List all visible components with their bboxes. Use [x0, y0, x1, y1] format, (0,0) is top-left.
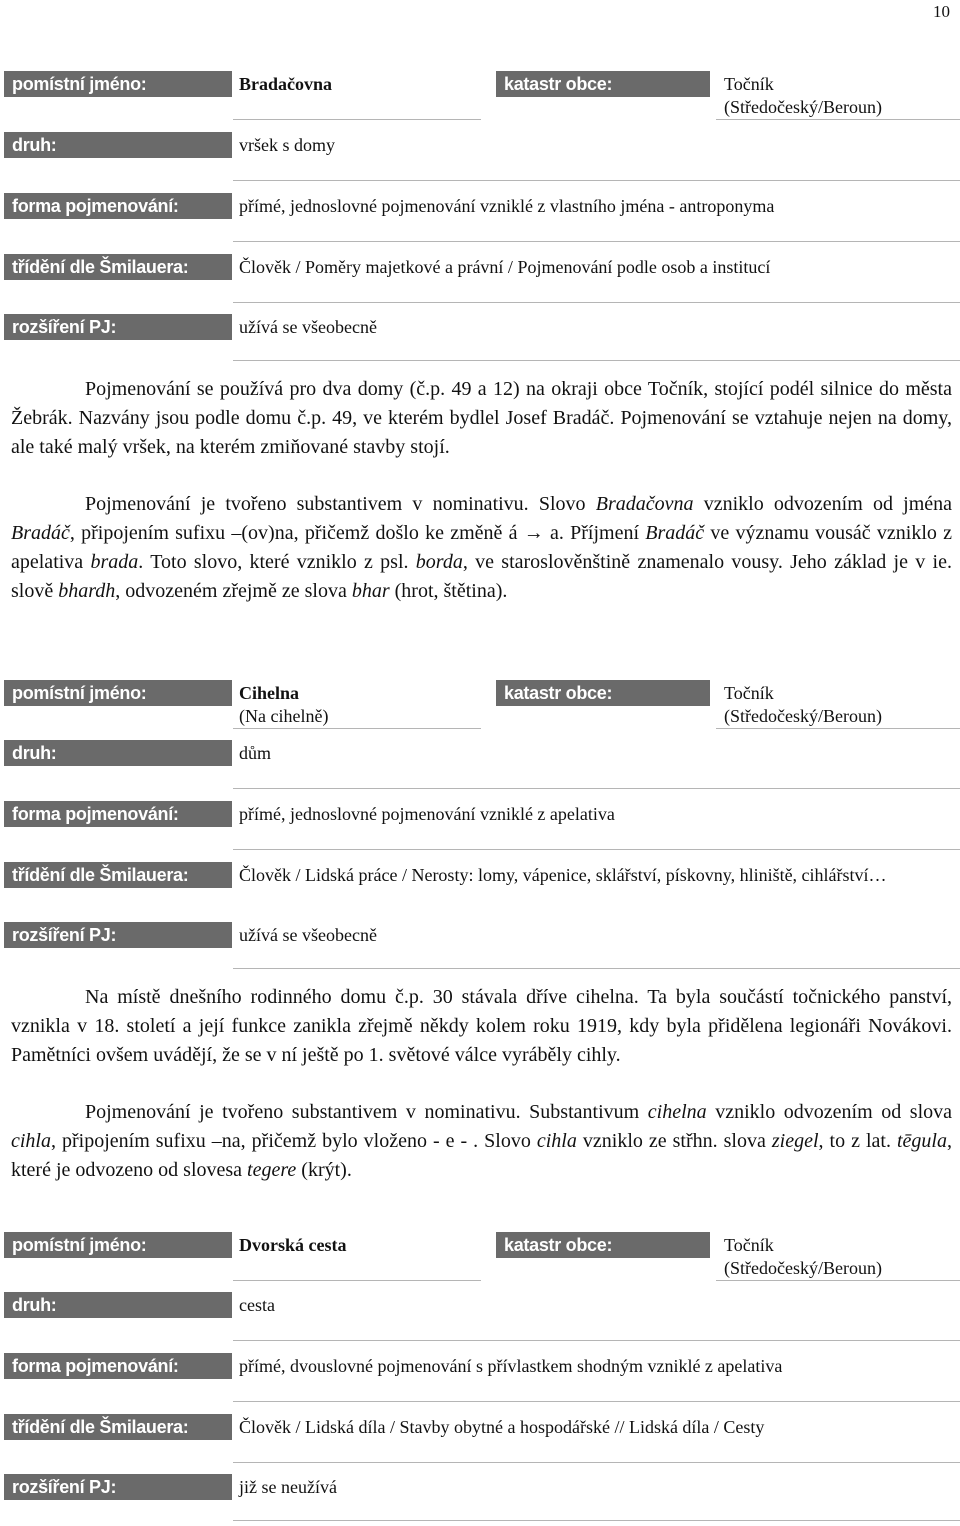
entry-name: Cihelna [239, 683, 300, 703]
label-type: druh: [4, 132, 232, 158]
description-paragraph: Na místě dnešního rodinného domu č.p. 30 stávala dříve cihelna. Ta byla součástí točnického panství, vznikla v 18. století a její funkce zanikla zřejmě někdy kolem roku 1919, kdy byla přidělena legionáři Novákovi. Pamětníci ovšem uvádějí, že se v ní ještě po 1. světové válce vyráběly cihly. [11, 986, 952, 1066]
label-usage: rozšíření PJ: [4, 1474, 232, 1500]
etymology-paragraph: Pojmenování je tvořeno substantivem v nominativu. Substantivum cihelna vzniklo odvozením od slova cihla, připojením sufixu –na, přičemž bylo vloženo - e - . Slovo cihla vzniklo ze střhn. slova ziegel, to z lat. tēgula, které je odvozeno od slovesa tegere (krýt). [11, 1101, 953, 1181]
entry-name: Bradačovna [239, 74, 333, 94]
form-value: přímé, jednoslovné pojmenování vzniklé z vlastního jména - antroponyma [239, 196, 775, 216]
label-cadastre: katastr obce: [496, 1232, 710, 1258]
label-classification: třídění dle Šmilauera: [4, 862, 232, 888]
label-cadastre: katastr obce: [496, 680, 710, 706]
usage-value: užívá se všeobecně [239, 925, 377, 945]
classification-value: Člověk / Poměry majetkové a právní / Pojmenování podle osob a institucí [239, 257, 771, 277]
usage-value: užívá se všeobecně [239, 317, 377, 337]
label-cadastre: katastr obce: [496, 71, 710, 97]
label-classification: třídění dle Šmilauera: [4, 254, 232, 280]
cadastre-value: Točník (Středočeský/Beroun) [724, 683, 882, 726]
etymology-paragraph: Pojmenování je tvořeno substantivem v nominativu. Slovo Bradačovna vzniklo odvozením od jména Bradáč, připojením sufixu –(ov)na, přičemž došlo ke změně á → a. Příjmení Bradáč ve významu vousáč vzniklo z apelativa brada. Toto slovo, které vzniklo z psl. borda, ve staroslověnštině znamenalo vousy. Jeho základ je v ie. slově bhardh, odvozeném zřejmě ze slova bhar (hrot, štětina). [11, 493, 953, 602]
label-name: pomístní jméno: [4, 680, 232, 706]
cadastre-value: Točník (Středočeský/Beroun) [724, 1235, 882, 1278]
label-form: forma pojmenování: [4, 801, 232, 827]
entry-name-block [239, 682, 328, 728]
label-type: druh: [4, 740, 232, 766]
usage-value: již se neužívá [239, 1477, 337, 1497]
label-usage: rozšíření PJ: [4, 314, 232, 340]
label-form: forma pojmenování: [4, 193, 232, 219]
classification-value: Člověk / Lidská díla / Stavby obytné a hospodářské // Lidská díla / Cesty [239, 1417, 765, 1437]
label-type: druh: [4, 1292, 232, 1318]
page-number: 10 [933, 2, 950, 21]
label-classification: třídění dle Šmilauera: [4, 1414, 232, 1440]
type-value: vršek s domy [239, 135, 335, 155]
label-form: forma pojmenování: [4, 1353, 232, 1379]
entry-name-alt: (Na cihelně) [239, 706, 329, 726]
form-value: přímé, dvouslovné pojmenování s přívlastkem shodným vzniklé z apelativa [239, 1356, 783, 1376]
cadastre-value: Točník (Středočeský/Beroun) [724, 74, 882, 117]
label-name: pomístní jméno: [4, 1232, 232, 1258]
type-value: cesta [239, 1295, 275, 1315]
type-value: dům [239, 743, 272, 763]
form-value: přímé, jednoslovné pojmenování vzniklé z apelativa [239, 804, 615, 824]
entry-name: Dvorská cesta [239, 1235, 347, 1255]
label-usage: rozšíření PJ: [4, 922, 232, 948]
label-name: pomístní jméno: [4, 71, 232, 97]
classification-value: Člověk / Lidská práce / Nerosty: lomy, vápenice, sklářství, pískovny, hliniště, cihlářství… [239, 865, 887, 885]
description-paragraph: Pojmenování se používá pro dva domy (č.p. 49 a 12) na okraji obce Točník, stojící podél silnice do města Žebrák. Nazvány jsou podle domu č.p. 49, ve kterém bydlel Josef Bradáč. Pojmenování se vztahuje nejen na domy, ale také malý vršek, na kterém zmiňované stavby stojí. [11, 378, 952, 458]
